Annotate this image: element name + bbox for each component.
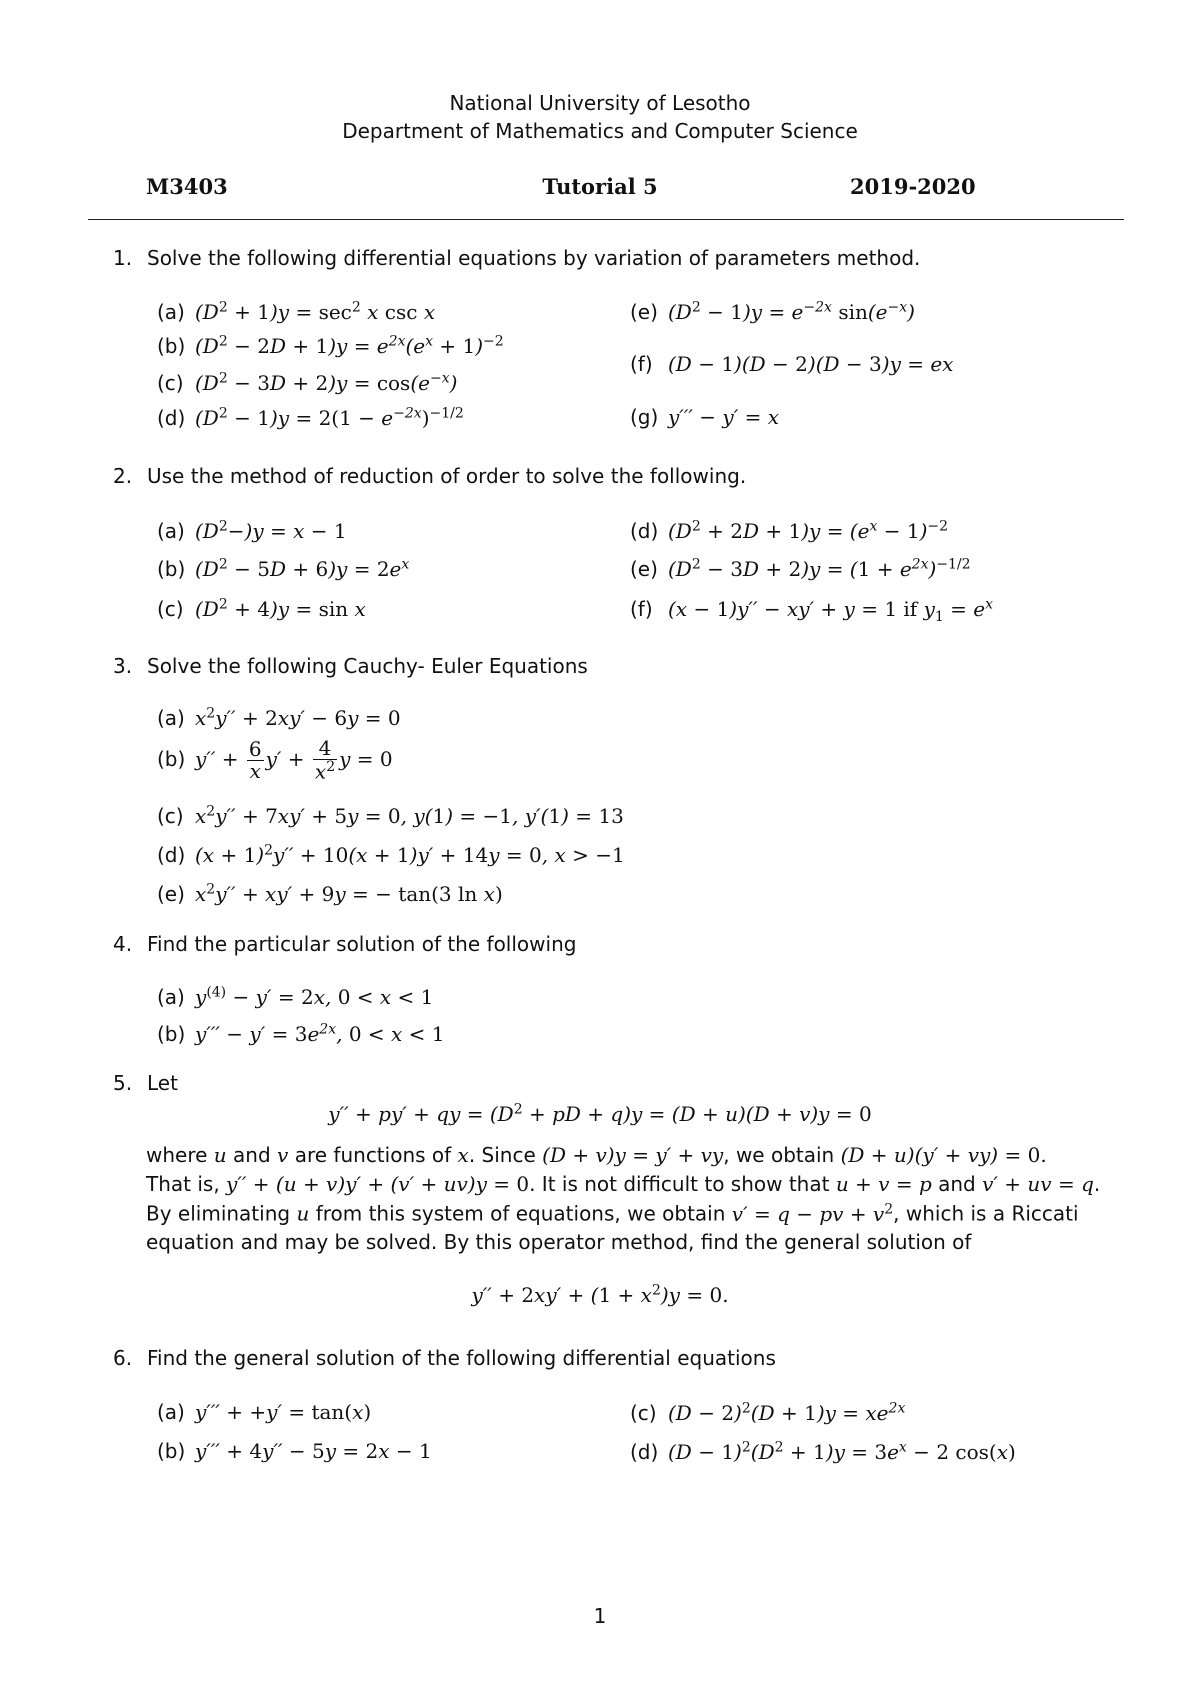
question-text: Find the general solution of the following differential equations: [147, 1346, 776, 1370]
q5-line-1: where u and v are functions of x. Since (D + v)y = y′ + vy, we obtain (D + u)(y′ + vy) = 0.: [146, 1143, 1047, 1167]
department-name: Department of Mathematics and Computer Science: [342, 119, 858, 143]
question-number: 4.: [113, 932, 133, 956]
q5-target-equation: $y'' + 2xy' + (1 + x^2)y = 0$.: [471, 1282, 729, 1307]
header-divider: [88, 219, 1124, 220]
course-code: M3403: [146, 174, 228, 199]
q2-item-b: (b) $(D^2 - 5D + 6)y = 2e^x$: [157, 556, 410, 581]
q5-line-4: equation and may be solved. By this operator method, find the general solution of: [146, 1230, 972, 1254]
page-number: 1: [593, 1604, 607, 1628]
q1-item-e: (e) $(D^2 - 1)y = e^{-2x}$ $\sin(e^{-x})$: [630, 299, 915, 324]
question-text: Let: [147, 1071, 178, 1095]
q3-item-a: (a) $x^2y'' + 2xy' - 6y = 0$: [157, 705, 401, 730]
q6-item-c: (c) $(D - 2)^2(D + 1)y = xe^{2x}$: [630, 1400, 906, 1425]
question-number: 6.: [113, 1346, 133, 1370]
q6-item-a: (a) y′′′ + +y′ = tan(x): [157, 1400, 372, 1424]
question-6: [113, 1346, 776, 1370]
q3-item-e: (e) $x^2y'' + xy' + 9y$ = − tan(3 ln x): [157, 881, 503, 906]
q1-item-a: (a) $(D^2 + 1)y = \sec^2 x$ csc x: [157, 299, 436, 324]
question-text: Find the particular solution of the following: [147, 932, 577, 956]
question-text: Solve the following differential equations by variation of parameters method.: [147, 246, 921, 270]
question-2: [113, 464, 746, 488]
q2-item-e: (e) $(D^2 - 3D + 2)y = (1 + e^{2x})^{-1/2}$: [630, 556, 971, 581]
q1-item-c: (c) $(D^2 - 3D + 2)y = \cos(e^{-x})$: [157, 370, 458, 395]
q4-item-b: (b) $y''' - y' = 3e^{2x}$, 0 < x < 1: [157, 1021, 445, 1046]
question-5: [113, 1071, 178, 1095]
q5-line-3: By eliminating u from this system of equations, we obtain v′ = q − pv + $v^2$, which is a Riccati: [146, 1201, 1079, 1226]
university-name: National University of Lesotho: [449, 91, 751, 115]
question-text: Use the method of reduction of order to solve the following.: [147, 464, 747, 488]
q5-operator-equation: y′′ + py′ + qy = ($D^2$ + pD + q)y = (D + u)(D + v)y = 0: [328, 1101, 872, 1126]
question-number: 2.: [113, 464, 133, 488]
q3-item-d: (d) $(x + 1)^2y'' + 10(x + 1)y' + 14y = 0$, x > −1: [157, 842, 625, 867]
q1-item-d: (d) $(D^2 - 1)y = 2(1 - e^{-2x})^{-1/2}$: [157, 405, 464, 430]
q5-line-2: That is, y′′ + (u + v)y′ + (v′ + uv)y = 0. It is not difficult to show that u + v = p and v′ + uv = q.: [146, 1172, 1101, 1196]
q4-item-a: (a) $y^{(4)} - y' = 2x$, 0 < x < 1: [157, 984, 434, 1009]
q1-item-f: (f) (D − 1)(D − 2)(D − 3)y = ex: [630, 352, 954, 376]
question-text: Solve the following Cauchy- Euler Equations: [147, 654, 588, 678]
question-number: 5.: [113, 1071, 133, 1095]
q2-item-a: (a) $(D^2-)y = x - 1$: [157, 518, 347, 543]
q3-item-b: (b) y′′ + $\frac{6}{x}$ y′ + $\frac{4}{x^2}$ y = 0: [157, 736, 393, 784]
q2-item-c: (c) $(D^2 + 4)y = \sin x$: [157, 596, 366, 621]
academic-year: 2019-2020: [850, 174, 976, 199]
q6-item-b: (b) y′′′ + 4y′′ − 5y = 2x − 1: [157, 1439, 432, 1463]
q6-item-d: (d) $(D - 1)^2(D^2 + 1)y = 3e^x - 2$ cos(x): [630, 1439, 1016, 1464]
question-number: 1.: [113, 246, 133, 270]
q1-item-g: (g) y′′′ − y′ = x: [630, 405, 779, 429]
question-4: [113, 932, 576, 956]
question-3: [113, 654, 588, 678]
q3-item-c: (c) $x^2y'' + 7xy' + 5y = 0$, y(1) = −1, y′(1) = 13: [157, 803, 624, 828]
q2-item-f: (f) (x − 1)y′′ − xy′ + y = 1 if $y_1 = e^x$: [630, 596, 994, 625]
q2-item-d: (d) $(D^2 + 2D + 1)y = (e^x - 1)^{-2}$: [630, 518, 949, 543]
question-number: 3.: [113, 654, 133, 678]
q1-item-b: (b) $(D^2 - 2D + 1)y = e^{2x}(e^x + 1)^{-2}$: [157, 333, 504, 358]
question-1: [113, 246, 920, 270]
tutorial-title: Tutorial 5: [542, 174, 658, 199]
